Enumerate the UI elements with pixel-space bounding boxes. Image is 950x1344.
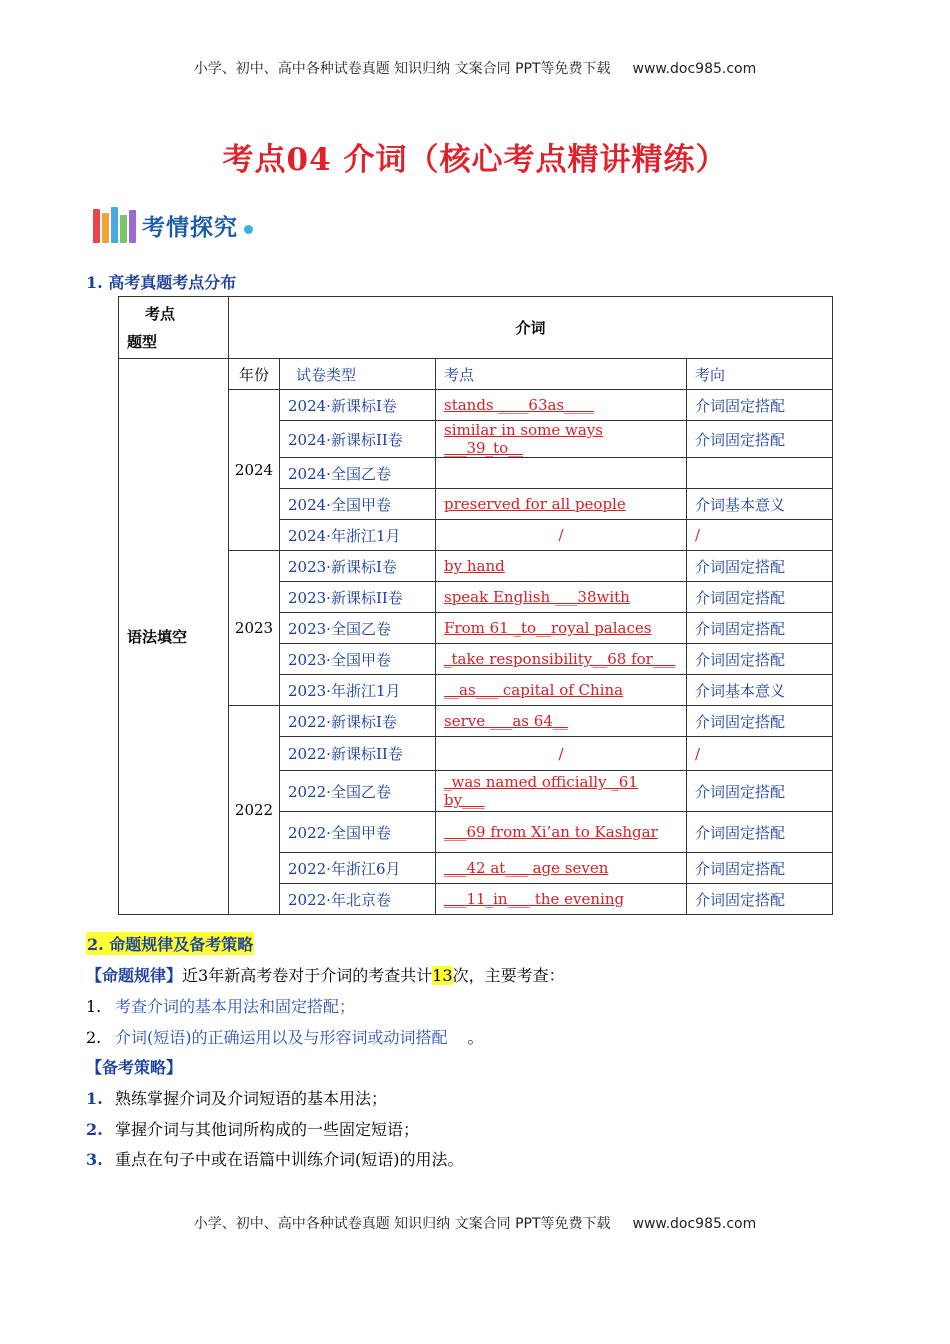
direction-cell: 介词基本意义: [687, 489, 833, 520]
corner-cell: [119, 297, 229, 359]
footer-site[interactable]: www.doc985.com: [632, 1216, 757, 1232]
section-banner: [93, 203, 253, 247]
direction-cell: 介词固定搭配: [687, 884, 833, 915]
year-cell: 2024: [229, 390, 280, 551]
rule-num: 1.: [86, 997, 102, 1016]
strategy-text: 重点在句子中或在语篇中训练介词(短语)的用法。: [115, 1150, 464, 1169]
paper-cell: 2022·全国乙卷: [280, 771, 436, 812]
corner-bottom: 题型: [127, 332, 158, 351]
rule-text: 考查介词的基本用法和固定搭配；: [115, 997, 356, 1016]
direction-cell: /: [687, 737, 833, 771]
paper-cell: 2022·全国甲卷: [280, 812, 436, 853]
page-header: [0, 58, 950, 78]
point-cell: /: [436, 520, 687, 551]
paper-cell: 2024·年浙江1月: [280, 520, 436, 551]
point-cell: [436, 458, 687, 489]
corner-top: 考点: [145, 304, 176, 323]
direction-cell: [687, 458, 833, 489]
paper-cell: 2022·年浙江6月: [280, 853, 436, 884]
strategy-num: 2.: [86, 1120, 103, 1139]
col-direction-header: 考向: [687, 359, 833, 390]
point-cell: by hand: [436, 551, 687, 582]
point-cell: ___11_in___ the evening: [436, 884, 687, 915]
header-text: 小学、初中、高中各种试卷真题 知识归纳 文案合同 PPT等免费下载: [193, 61, 611, 77]
exam-distribution-table: [118, 296, 833, 915]
paper-cell: 2024·新课标I卷: [280, 390, 436, 421]
banner-label: 考情探究: [142, 214, 238, 241]
rule-item: [86, 1025, 484, 1048]
books-icon: [93, 207, 138, 243]
rule-end: 。: [467, 1028, 484, 1047]
col-paper-header: 试卷类型: [280, 359, 436, 390]
direction-cell: 介词固定搭配: [687, 551, 833, 582]
rule-item: [86, 994, 355, 1017]
col-point-header: 考点: [436, 359, 687, 390]
point-cell: stands ____63as____: [436, 390, 687, 421]
rule-line: [86, 963, 565, 986]
col-year-header: 年份: [229, 359, 280, 390]
category-cell: 语法填空: [119, 359, 229, 915]
strategy-item: [86, 1117, 419, 1140]
point-cell: ___42 at___ age seven: [436, 853, 687, 884]
direction-cell: 介词固定搭配: [687, 582, 833, 613]
point-cell: /: [436, 737, 687, 771]
strategy-num: 1.: [86, 1089, 103, 1108]
rule-pre: 近3年新高考卷对于介词的考查共计: [182, 966, 433, 985]
direction-cell: 介词固定搭配: [687, 421, 833, 458]
page-footer: [0, 1213, 950, 1233]
direction-cell: 介词固定搭配: [687, 812, 833, 853]
rule-post: 次，主要考查：: [452, 966, 565, 985]
direction-cell: 介词固定搭配: [687, 771, 833, 812]
strategy-text: 掌握介词与其他词所构成的一些固定短语；: [115, 1120, 420, 1139]
strategy-label: 【备考策略】: [86, 1058, 183, 1077]
paper-cell: 2024·全国甲卷: [280, 489, 436, 520]
strategy-line: [86, 1055, 182, 1078]
point-cell: _was named officially _61 by___: [436, 771, 687, 812]
point-cell: ___69 from Xi’an to Kashgar: [436, 812, 687, 853]
paper-cell: 2024·全国乙卷: [280, 458, 436, 489]
topic-header: 介词: [229, 297, 833, 359]
page-title: 考点04 介词（核心考点精讲精练）: [222, 142, 728, 178]
direction-cell: 介词基本意义: [687, 675, 833, 706]
paper-cell: 2024·新课标II卷: [280, 421, 436, 458]
point-cell: speak English ___38with: [436, 582, 687, 613]
rule-label: 【命题规律】: [86, 966, 183, 985]
direction-cell: /: [687, 520, 833, 551]
header-site[interactable]: www.doc985.com: [632, 61, 757, 77]
point-cell: __as___ capital of China: [436, 675, 687, 706]
footer-text: 小学、初中、高中各种试卷真题 知识归纳 文案合同 PPT等免费下载: [193, 1216, 611, 1232]
direction-cell: 介词固定搭配: [687, 853, 833, 884]
rule-count: 13: [432, 966, 453, 985]
point-cell: similar in some ways ___39_to__: [436, 421, 687, 458]
paper-cell: 2022·新课标II卷: [280, 737, 436, 771]
section2-heading: 2. 命题规律及备考策略: [86, 932, 254, 955]
direction-cell: 介词固定搭配: [687, 390, 833, 421]
point-cell: _take responsibility__68 for___: [436, 644, 687, 675]
rule-text: 介词(短语)的正确运用以及与形容词或动词搭配: [115, 1028, 448, 1047]
strategy-item: [86, 1086, 387, 1109]
year-cell: 2023: [229, 551, 280, 706]
direction-cell: 介词固定搭配: [687, 706, 833, 737]
strategy-item: [86, 1147, 464, 1170]
paper-cell: 2023·全国甲卷: [280, 644, 436, 675]
paper-cell: 2023·新课标II卷: [280, 582, 436, 613]
rule-num: 2.: [86, 1028, 102, 1047]
direction-cell: 介词固定搭配: [687, 613, 833, 644]
banner-dot-icon: [244, 225, 253, 234]
direction-cell: 介词固定搭配: [687, 644, 833, 675]
paper-cell: 2023·年浙江1月: [280, 675, 436, 706]
paper-cell: 2023·全国乙卷: [280, 613, 436, 644]
year-cell: 2022: [229, 706, 280, 915]
point-cell: From 61 _to__royal palaces: [436, 613, 687, 644]
point-cell: serve ___as 64__: [436, 706, 687, 737]
paper-cell: 2022·新课标I卷: [280, 706, 436, 737]
strategy-num: 3.: [86, 1150, 103, 1169]
point-cell: preserved for all people: [436, 489, 687, 520]
paper-cell: 2022·年北京卷: [280, 884, 436, 915]
paper-cell: 2023·新课标I卷: [280, 551, 436, 582]
section1-heading: 1. 高考真题考点分布: [86, 273, 237, 292]
strategy-text: 熟练掌握介词及介词短语的基本用法；: [115, 1089, 388, 1108]
